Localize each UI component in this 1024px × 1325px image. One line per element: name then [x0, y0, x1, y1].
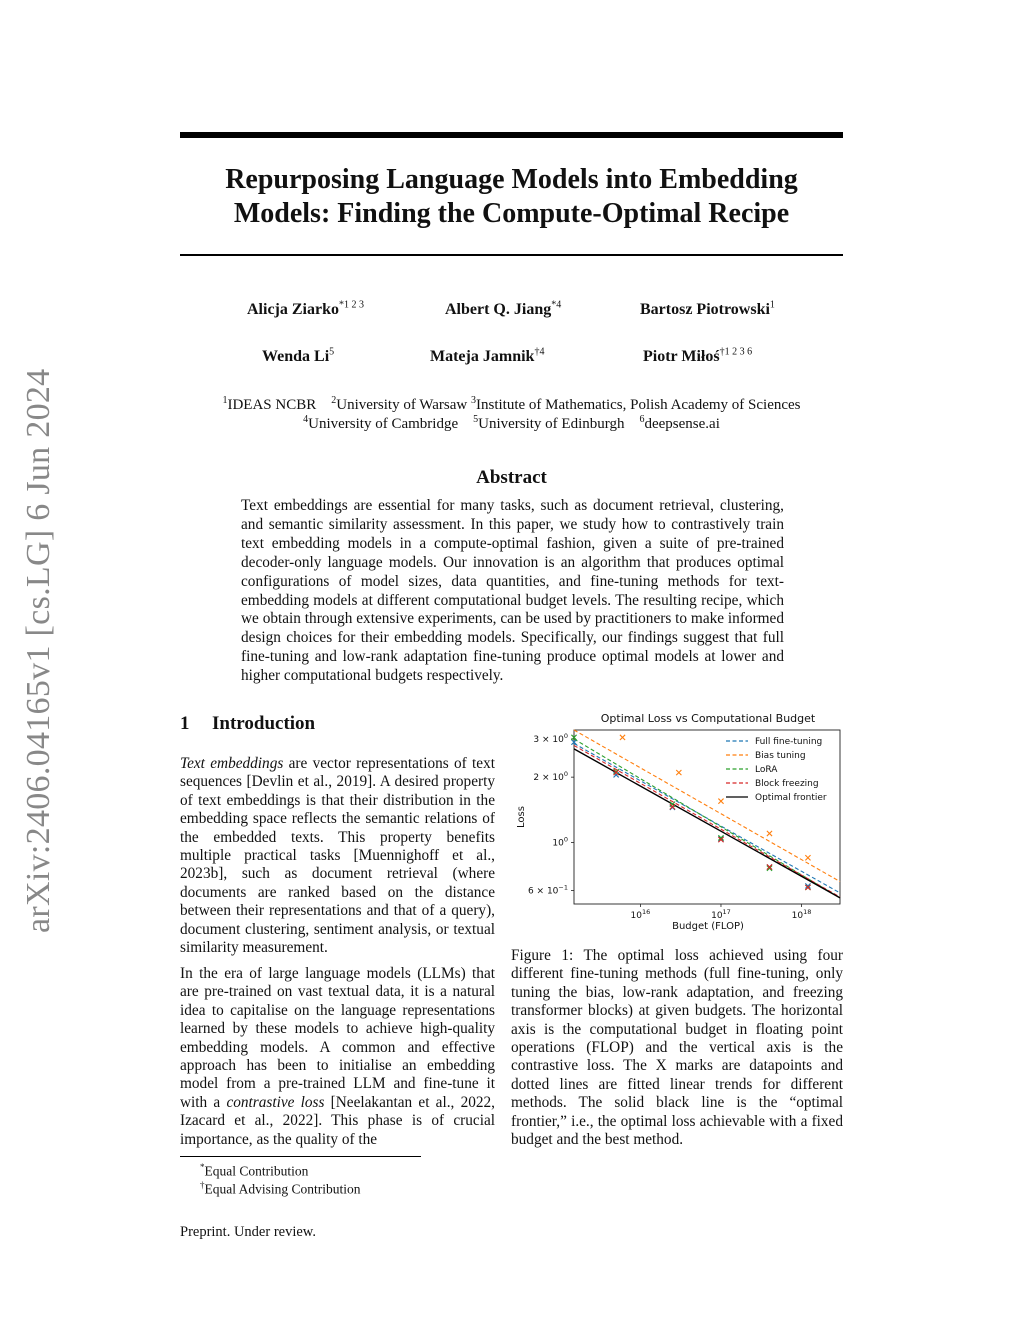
affil-name: IDEAS NCBR: [227, 397, 317, 413]
author-marks: †4: [534, 346, 545, 358]
footnote-mark: †: [200, 1180, 205, 1190]
affil-mark: 5: [473, 414, 479, 425]
author-name: Alicja Ziarko: [247, 301, 339, 318]
title-top-rule: [180, 132, 843, 138]
affil-name: University of Warsaw: [336, 397, 468, 413]
affil-name: Institute of Mathematics, Polish Academy of Sciences: [476, 397, 801, 413]
x-axis-label: Budget (FLOP): [672, 921, 744, 932]
legend-label: Optimal frontier: [755, 793, 827, 803]
data-point-x-mark: [767, 831, 772, 836]
y-axis-label: Loss: [516, 806, 527, 828]
author-name: Bartosz Piotrowski: [640, 301, 770, 318]
y-tick-label: $3 \times 10^0$: [533, 731, 568, 745]
figure-1-caption: Figure 1: The optimal loss achieved using four different fine-tuning methods (full fine-tuning, only tuning the bias, low-rank adaptation, and freezing transformer blocks) at given budgets. The horizontal axis is the computational budget in floating point operations (FLOP) and the vertical axis is the contrastive loss. The X marks are datapoints and dotted lines are fitted linear trends for different methods. The solid black line is the “optimal frontier,” i.e., the optimal loss achievable with a fixed budget and the best method.: [511, 947, 843, 1149]
y-tick-label: $2 \times 10^0$: [533, 770, 568, 784]
y-axis-ticks: [528, 732, 574, 897]
affil-name: deepsense.ai: [644, 416, 720, 432]
figure-1-chart: [508, 706, 848, 938]
x-tick-label: $10^{16}$: [630, 908, 651, 921]
y-tick-label: $6 \times 10^{-1}$: [527, 883, 568, 897]
section-title: Introduction: [212, 713, 316, 734]
legend-label: LoRA: [755, 765, 778, 775]
trend-line-block-freezing: [574, 745, 840, 897]
footnote-equal-advising: [200, 1177, 361, 1198]
x-axis-ticks: [631, 904, 812, 921]
author-name: Mateja Jamnik: [430, 348, 535, 365]
abstract-heading: Abstract: [476, 467, 547, 488]
author-1: [247, 301, 364, 319]
author-marks: 1: [769, 299, 775, 311]
legend-label: Full fine-tuning: [755, 737, 823, 747]
x-tick-label: $10^{18}$: [791, 908, 812, 921]
footnote-text: Equal Contribution: [204, 1163, 309, 1179]
author-marks: *1 2 3: [339, 299, 364, 311]
author-2: [445, 301, 561, 319]
footnote-mark: *: [200, 1162, 205, 1172]
data-point-x-mark: [620, 735, 625, 740]
title-line-2: Models: Finding the Compute-Optimal Recipe: [233, 198, 790, 229]
author-marks: 5: [329, 346, 335, 358]
legend-label: Bias tuning: [755, 751, 806, 761]
trend-line-optimal-frontier: [574, 749, 840, 898]
author-5: [430, 348, 544, 366]
chart-title: Optimal Loss vs Computational Budget: [600, 712, 816, 725]
author-3: [640, 301, 775, 319]
emphasis-text-embeddings: Text embeddings: [180, 755, 284, 772]
affil-mark: 1: [222, 395, 228, 406]
chart-legend: [726, 737, 827, 803]
affil-mark: 4: [303, 414, 309, 425]
section-heading-introduction: [180, 713, 315, 735]
affiliations-line-2: [180, 415, 843, 434]
paper-title: [180, 163, 843, 231]
emphasis-contrastive-loss: contrastive loss: [226, 1093, 325, 1111]
y-tick-label: $10^0$: [552, 835, 568, 849]
footnote-text: Equal Advising Contribution: [204, 1181, 361, 1197]
paragraph-text: are vector representations of text sequences [Devlin et al., 2019]. A desired property of text embeddings is that their distribution in the embedding space reflects the semantic relations of the embedded texts. This property benefits multiple practical tasks [Muennighoff et al., 2023b], such as document retrieval (where documents are ranked based on the distance between their representations and that of a query), document clustering, sentiment analysis, or textual similarity measurement.: [180, 755, 495, 957]
legend-label: Block freezing: [755, 779, 819, 789]
author-marks: †1 2 3 6: [719, 346, 753, 358]
author-6: [643, 348, 752, 366]
intro-paragraph-1: [180, 755, 495, 957]
author-name: Wenda Li: [262, 348, 330, 365]
affil-mark: 3: [471, 395, 476, 406]
x-tick-label: $10^{17}$: [711, 908, 731, 921]
affil-mark: 6: [639, 414, 645, 425]
author-name: Albert Q. Jiang: [445, 301, 552, 318]
affil-name: University of Edinburgh: [478, 416, 625, 432]
preprint-notice: Preprint. Under review.: [180, 1224, 316, 1240]
affil-mark: 2: [331, 395, 337, 406]
trend-line-full-fine-tuning: [574, 743, 840, 892]
title-bottom-rule: [180, 254, 843, 256]
affiliations-line-1: [180, 396, 843, 415]
data-point-x-mark: [805, 855, 810, 860]
author-marks: *4: [551, 299, 562, 311]
affil-name: University of Cambridge: [308, 416, 459, 432]
footnote-rule: [180, 1156, 421, 1157]
title-line-1: Repurposing Language Models into Embedding: [225, 164, 798, 195]
data-point-x-mark: [718, 799, 723, 804]
arxiv-sidebar-id: arXiv:2406.04165v1 [cs.LG] 6 Jun 2024: [20, 368, 57, 933]
section-number: 1: [180, 713, 190, 734]
author-name: Piotr Miłoś: [643, 348, 720, 365]
paragraph-text: In the era of large language models (LLMs) that are pre-trained on vast textual data, it is a natural idea to capitalise on the language representations learned by these models to achieve high-quality embedding models. A common and effective approach has been to initialise an embedding model from a pre-trained LLM and fine-tune it with a: [180, 965, 495, 1111]
author-4: [262, 348, 334, 366]
abstract-text: Text embeddings are essential for many tasks, such as document retrieval, clustering, and semantic similarity assessment. In this paper, we study how to contrastively train text embedding models in a compute-optimal fashion, given a suite of pre-trained decoder-only language models. Our innovation is an algorithm that produces optimal configurations of model sizes, data quantities, and fine-tuning methods for text-embedding models at different computational budget levels. The resulting recipe, which we obtain through extensive experiments, can be used by practitioners to make informed design choices for their embedding models. Specifically, our findings suggest that full fine-tuning and low-rank adaptation fine-tuning produce optimal models at lower and higher computational budgets respectively.: [241, 497, 784, 685]
paragraph-text: [Neelakantan et al., 2022, Izacard et al., 2022]. This phase is of crucial importance, as the quality of the: [180, 1093, 495, 1148]
data-point-x-mark: [718, 836, 723, 841]
intro-paragraph-2: [180, 965, 495, 1149]
data-point-x-mark: [676, 770, 681, 775]
